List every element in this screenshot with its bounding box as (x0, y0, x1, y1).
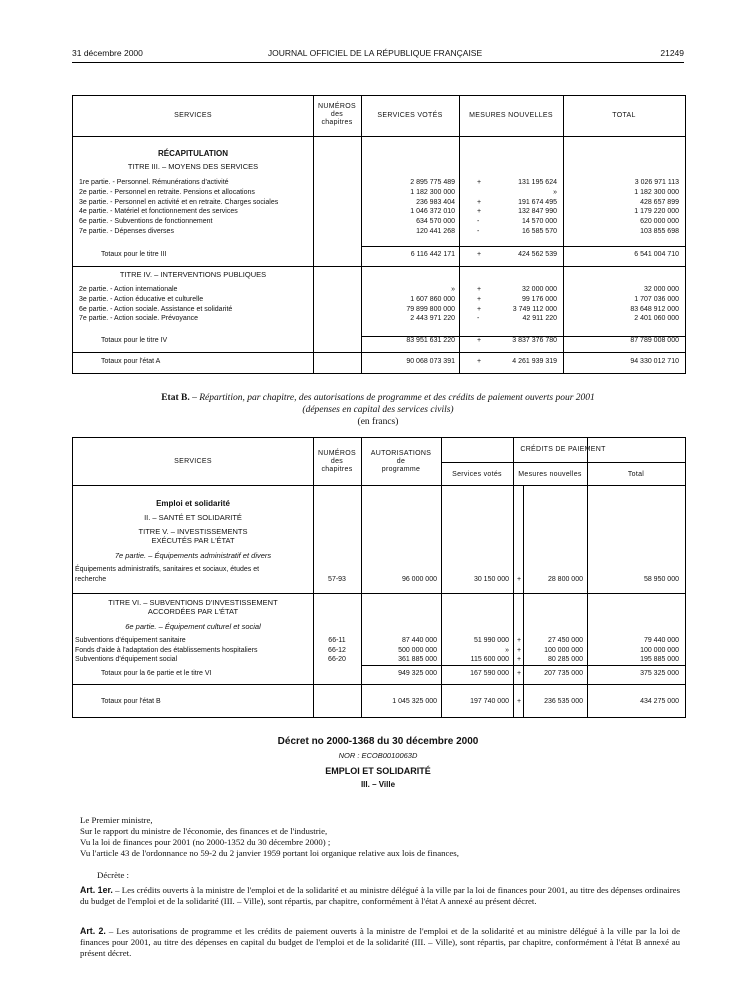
partie-6-heading: 6e partie. – Équipement culturel et social (125, 622, 261, 631)
titre-vi-row-mesures: 100 000 000 (544, 646, 583, 654)
titre-v-row-label1: Équipements administratifs, sanitaires et sociaux, études et (75, 566, 260, 573)
titre-iii-row (73, 189, 685, 198)
article-2: Art. 2. – Les autorisations de programme et les crédits de paiement ouverts à la ministre de l'emploi et de la solidarité et au ministre délégué à la ville par la loi de finances pour 2001, au titre des dépenses en capital du budget de l'emploi et de la solidarité (III. – Ville), sont répartis, par chapitre, conformément à l'état B annexé au présent décret. (80, 926, 680, 958)
col-total: TOTAL (612, 112, 636, 119)
titre-v-row (73, 576, 685, 585)
titre-iii-row-votes: 1 182 300 000 (410, 188, 455, 196)
titre-vi-row-sign: + (517, 646, 522, 654)
titre-iii-total-row-sign: + (477, 251, 482, 258)
titre-vi-row (73, 656, 685, 665)
titre-iv-row-label: 2e partie. - Action internationale (79, 286, 178, 293)
col-autorisations: AUTORISATIONS de programme (370, 450, 432, 473)
titre-iii-row-total: 3 026 971 113 (634, 179, 679, 186)
etat-a-total-row-sign: + (477, 358, 482, 365)
titre-v-row-label2: recherche (75, 576, 107, 583)
titre-iii-row-mesures: 132 847 990 (518, 208, 557, 216)
titre-iv-total-row-mesures: 3 837 376 780 (512, 337, 557, 344)
etat-b-total-row (73, 698, 685, 707)
titre-iii-row-label: 2e partie. - Personnel en retraite. Pensions et allocations (79, 188, 255, 196)
decree-decrete: Décrète : (97, 870, 129, 880)
titre-vi-row-label: Subventions d'équipement sanitaire (75, 637, 186, 644)
titre-vi-total-row-total: 375 325 000 (640, 670, 679, 677)
col-numeros-b: NUMÉROS des chapitres (318, 450, 356, 473)
etat-b-total-row-votes: 197 740 000 (470, 698, 509, 705)
titre-iii-row-sign: + (477, 179, 482, 186)
decree-ministry: EMPLOI ET SOLIDARITÉ (325, 766, 431, 776)
titre-iii-row-votes: 236 983 404 (416, 198, 455, 206)
titre-vi-total-row-label: Totaux pour la 6e partie et le titre VI (101, 670, 212, 677)
etat-a-table (72, 95, 686, 374)
titre-v-row-total: 58 950 000 (643, 576, 679, 583)
titre-vi-row-chap: 66-12 (328, 646, 346, 654)
titre-iii-total-row-total: 6 541 004 710 (634, 251, 679, 258)
titre-vi-row (73, 637, 685, 646)
etat-a-total-row-total: 94 330 012 710 (630, 358, 679, 365)
etat-b-total-row-sign: + (517, 698, 522, 705)
titre-iii-row-total: 1 179 220 000 (634, 208, 679, 216)
titre-vi-row-mesures: 27 450 000 (547, 637, 583, 644)
titre-iv-heading: TITRE IV. – INTERVENTIONS PUBLIQUES (119, 270, 267, 279)
titre-iv-row-votes: 79 899 800 000 (406, 305, 455, 313)
titre-iii-row (73, 199, 685, 208)
titre-iv-row-mesures: 99 176 000 (521, 295, 557, 303)
decree-para-1: Le Premier ministre, (80, 815, 153, 825)
header-rule (72, 62, 684, 63)
titre-vi-row-ap: 500 000 000 (398, 646, 437, 654)
titre-vi-row-total: 79 440 000 (643, 637, 679, 644)
titre-vi-row (73, 647, 685, 656)
header-date: 31 décembre 2000 (72, 48, 143, 58)
titre-iii-total-row-mesures: 424 562 539 (518, 251, 557, 258)
titre-vi-row-total: 195 885 000 (640, 656, 679, 663)
titre-iii-row-label: 3e partie. - Personnel en activité et en retraite. Charges sociales (79, 198, 279, 206)
titre-iv-row-sign: + (477, 295, 482, 303)
titre-iv-row-mesures: 32 000 000 (521, 286, 557, 293)
titre-vi-row-sign: + (517, 637, 522, 644)
titre-vi-total-row-mesures: 207 735 000 (544, 670, 583, 677)
recap-heading: RÉCAPITULATION (157, 149, 229, 158)
titre-iii-total-row (73, 251, 685, 260)
col-mesures-nouvelles: MESURES NOUVELLES (469, 112, 553, 119)
titre-vi-total-row-sign: + (517, 670, 522, 677)
titre-iii-row-label: 6e partie. - Subventions de fonctionnement (79, 218, 213, 226)
decree-para-3: Vu la loi de finances pour 2001 (no 2000-1352 du 30 décembre 2000) ; (80, 837, 331, 847)
col-votes-b: Services votés (452, 471, 502, 478)
titre-iii-heading: TITRE III. – MOYENS DES SERVICES (127, 162, 259, 171)
titre-vi-row-ap: 361 885 000 (398, 656, 437, 663)
titre-iii-row-mesures: 131 195 624 (518, 179, 557, 186)
titre-vi-row-chap: 66-11 (328, 637, 346, 644)
titre-v-row-votes: 30 150 000 (473, 576, 509, 583)
titre-v-row-chap: 57-93 (328, 576, 346, 583)
titre-vi-row-mesures: 80 285 000 (547, 656, 583, 663)
titre-iv-row-sign: + (477, 286, 482, 293)
titre-iii-row-mesures: 14 570 000 (521, 218, 557, 226)
section-heading: II. – SANTÉ ET SOLIDARITÉ (144, 513, 242, 522)
titre-vi-total-row-ap: 949 325 000 (398, 670, 437, 677)
decree-para-4: Vu l'article 43 de l'ordonnance no 59-2 du 2 janvier 1959 portant loi organique relative aux lois de finances, (80, 848, 459, 858)
titre-iii-row-sign: - (477, 228, 480, 235)
titre-iv-row-votes: 2 443 971 220 (410, 315, 455, 323)
titre-vi-total-row (73, 670, 685, 679)
titre-iii-row-label: 1re partie. - Personnel. Rémunérations d'activité (79, 179, 229, 186)
titre-iii-row-votes: 634 570 000 (416, 218, 455, 226)
titre-iii-row (73, 208, 685, 217)
titre-iii-row-total: 103 855 698 (640, 228, 679, 235)
titre-iii-row-sign: + (477, 198, 482, 206)
titre-iv-total-row (73, 337, 685, 346)
ministry-heading: Emploi et solidarité (156, 499, 230, 508)
titre-iv-row-label: 3e partie. - Action éducative et culturelle (79, 295, 204, 303)
titre-iii-row-mesures: 191 674 495 (518, 198, 557, 206)
titre-iv-row-label: 7e partie. - Action sociale. Prévoyance (79, 315, 199, 323)
titre-iv-total-row-label: Totaux pour le titre IV (101, 337, 168, 344)
article-1: Art. 1er. – Les crédits ouverts à la ministre de l'emploi et de la solidarité et au ministre délégué à la ville par la loi de finances pour 2001, au titre des dépenses ordinaires du budget de l'emploi et de la solidarité (III. – Ville), sont répartis, par chapitre, conformément à l'état A annexé au présent décret. (80, 885, 680, 906)
col-mesures-b: Mesures nouvelles (518, 471, 582, 478)
titre-vi-row-sign: + (517, 656, 522, 663)
titre-iv-row-mesures: 3 749 112 000 (512, 305, 557, 313)
etat-b-total-row-label: Totaux pour l'état B (101, 698, 161, 705)
titre-iv-row-votes: » (451, 286, 455, 293)
titre-iii-row-total: 1 182 300 000 (634, 188, 679, 196)
titre-vi-row-label: Fonds d'aide à l'adaptation des établissements hospitaliers (75, 646, 258, 654)
etat-a-total-row-label: Totaux pour l'état A (101, 358, 161, 365)
titre-iv-total-row-total: 87 789 008 000 (630, 337, 679, 344)
titre-iv-row (73, 306, 685, 315)
titre-vi-row-ap: 87 440 000 (401, 637, 437, 644)
etat-b-total-row-mesures: 236 535 000 (544, 698, 583, 705)
etat-a-total-row (73, 358, 685, 367)
titre-iv-row-total: 1 707 036 000 (634, 295, 679, 303)
titre-iii-total-row-label: Totaux pour le titre III (101, 251, 167, 258)
titre-iii-row-mesures: 16 585 570 (521, 228, 557, 235)
titre-vi-row-votes: » (505, 646, 509, 654)
titre-iii-row-mesures: » (553, 188, 557, 196)
decree-section: III. – Ville (360, 780, 396, 789)
titre-iii-row (73, 218, 685, 227)
titre-iii-row-votes: 1 046 372 010 (410, 208, 455, 216)
etat-b-units: (en francs) (357, 417, 399, 427)
titre-iii-row-votes: 2 895 775 489 (410, 179, 455, 186)
titre-vi-heading: TITRE VI. – SUBVENTIONS D'INVESTISSEMENT ACCORDÉES PAR L'ÉTAT (108, 598, 278, 616)
titre-iv-row (73, 296, 685, 305)
col-services-b: SERVICES (174, 458, 212, 465)
titre-iv-total-row-votes: 83 951 631 220 (406, 337, 455, 344)
col-numeros: NUMÉROS des chapitres (318, 103, 356, 126)
titre-iii-row-sign: + (477, 208, 482, 216)
etat-b-subcaption: (dépenses en capital des services civils) (302, 405, 454, 415)
titre-iv-row (73, 286, 685, 295)
titre-vi-row-votes: 115 600 000 (470, 656, 509, 663)
decree-nor: NOR : ECOB0010063D (338, 751, 418, 760)
titre-iii-row (73, 228, 685, 237)
etat-b-total-row-total: 434 275 000 (640, 698, 679, 705)
titre-vi-row-label: Subventions d'équipement social (75, 656, 178, 663)
decree-title: Décret no 2000-1368 du 30 décembre 2000 (277, 736, 479, 747)
titre-iii-row (73, 179, 685, 188)
col-services: SERVICES (174, 112, 212, 119)
titre-iv-row-total: 83 648 912 000 (630, 305, 679, 313)
etat-a-total-row-votes: 90 068 073 391 (406, 358, 455, 365)
etat-b-caption: Etat B. – Répartition, par chapitre, des autorisations de programme et des crédits de paiement ouverts pour 2001 (161, 393, 595, 403)
titre-vi-row-votes: 51 990 000 (473, 637, 509, 644)
titre-vi-total-row-votes: 167 590 000 (470, 670, 509, 677)
titre-iii-row-votes: 120 441 268 (416, 228, 455, 235)
titre-iv-row-mesures: 42 911 220 (522, 315, 557, 323)
etat-a-total-row-mesures: 4 261 939 319 (512, 358, 557, 365)
titre-iii-row-total: 428 657 899 (640, 198, 679, 206)
titre-vi-row-total: 100 000 000 (640, 646, 679, 654)
titre-iv-row-total: 2 401 060 000 (634, 315, 679, 323)
titre-iii-row-label: 4e partie. - Matériel et fonctionnement des services (79, 208, 238, 216)
titre-iv-total-row-sign: + (477, 337, 482, 344)
titre-iii-row-total: 620 000 000 (640, 218, 679, 226)
col-credits-paiement: CRÉDITS DE PAIEMENT (520, 446, 606, 453)
titre-iii-total-row-votes: 6 116 442 171 (410, 251, 455, 258)
titre-v-row-mesures: 28 800 000 (547, 576, 583, 583)
titre-iv-row (73, 315, 685, 324)
titre-v-row-label-line1 (73, 566, 685, 575)
titre-iii-row-sign: - (477, 218, 480, 226)
titre-v-row-sign: + (517, 576, 522, 583)
header-page-number: 21249 (660, 48, 684, 58)
titre-iv-row-total: 32 000 000 (643, 286, 679, 293)
titre-v-heading: TITRE V. – INVESTISSEMENTS EXÉCUTÉS PAR L'ÉTAT (138, 527, 248, 545)
titre-vi-row-chap: 66-20 (328, 656, 346, 663)
decree-para-2: Sur le rapport du ministre de l'économie, des finances et de l'industrie, (80, 826, 328, 836)
titre-iv-row-votes: 1 607 860 000 (410, 295, 455, 303)
titre-iii-row-label: 7e partie. - Dépenses diverses (79, 228, 174, 235)
titre-iv-row-sign: - (477, 315, 480, 323)
etat-b-table (72, 437, 686, 718)
titre-iv-row-sign: + (477, 305, 482, 313)
partie-7-heading: 7e partie. – Équipements administratif et divers (114, 551, 272, 560)
etat-b-total-row-ap: 1 045 325 000 (392, 698, 437, 705)
col-services-votes: SERVICES VOTÉS (377, 112, 443, 119)
header-title: JOURNAL OFFICIEL DE LA RÉPUBLIQUE FRANÇAISE (267, 48, 483, 58)
col-total-b: Total (627, 471, 645, 478)
titre-v-row-ap: 96 000 000 (401, 576, 437, 583)
titre-iv-row-label: 6e partie. - Action sociale. Assistance et solidarité (79, 305, 233, 313)
